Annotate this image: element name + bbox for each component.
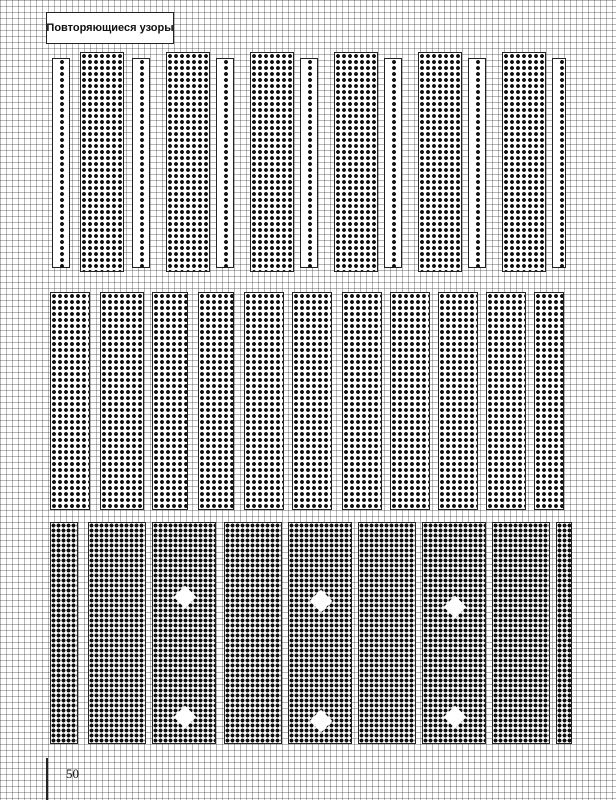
pattern-strip [100, 292, 144, 510]
pattern-strip [152, 522, 216, 744]
pattern-strip [358, 522, 416, 744]
pattern-strip [288, 522, 352, 744]
pattern-strip [552, 58, 566, 268]
page-title: Повторяющиеся узоры [46, 22, 174, 34]
pattern-strip [418, 52, 462, 272]
pattern-motif [174, 586, 197, 609]
pattern-strip [486, 292, 526, 510]
pattern-strip [502, 52, 546, 272]
pattern-strip [390, 292, 430, 510]
pattern-strip [492, 522, 550, 744]
pattern-strip [342, 292, 382, 510]
pattern-strip [244, 292, 284, 510]
pattern-strip [422, 522, 486, 744]
page-title-box [46, 12, 174, 44]
pattern-strip [384, 58, 402, 268]
pattern-strip [556, 522, 572, 744]
pattern-strip [534, 292, 564, 510]
pattern-strip [50, 292, 90, 510]
pattern-strip [438, 292, 478, 510]
pattern-strip [166, 52, 210, 272]
pattern-strip [50, 522, 78, 744]
pattern-strip [152, 292, 188, 510]
pattern-strip [52, 58, 70, 268]
pattern-strip [334, 52, 378, 272]
pattern-strip [80, 52, 124, 272]
pattern-strip [132, 58, 150, 268]
pattern-strip [224, 522, 282, 744]
pattern-motif [174, 706, 197, 729]
page-edge-rule [46, 758, 48, 800]
pattern-strip [216, 58, 234, 268]
pattern-motif [310, 590, 333, 613]
page-number: 50 [66, 766, 79, 781]
pattern-strip [468, 58, 486, 268]
pattern-motif [444, 596, 467, 619]
pattern-strip [88, 522, 146, 744]
pattern-strip [198, 292, 234, 510]
pattern-section-2 [48, 292, 568, 512]
pattern-section-3 [48, 522, 574, 744]
pattern-strip [292, 292, 332, 510]
pattern-strip [300, 58, 318, 268]
pattern-strip [250, 52, 294, 272]
pattern-section-1 [48, 52, 568, 272]
pattern-motif [310, 710, 333, 733]
pattern-motif [444, 706, 467, 729]
